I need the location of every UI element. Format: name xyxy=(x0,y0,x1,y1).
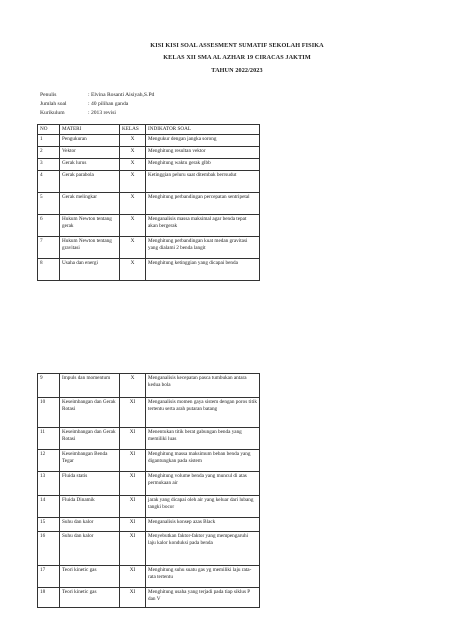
cell-no: 13 xyxy=(38,472,60,496)
cell-kelas: XI xyxy=(120,472,146,496)
cell-indikator: Menghitung ketinggian yang dicapai benda xyxy=(146,259,260,281)
cell-indikator: Menentukan titik berat gabungan benda yang memiliki luas xyxy=(146,428,260,450)
table-row xyxy=(38,147,260,159)
cell-materi: Teori kinetic gas xyxy=(60,588,120,608)
table-row xyxy=(38,496,260,518)
cell-materi: Gerak parabola xyxy=(60,171,120,193)
table-row xyxy=(38,532,260,566)
cell-kelas: XI xyxy=(120,518,146,532)
cell-no: 12 xyxy=(38,450,60,472)
cell-kelas: XI xyxy=(120,588,146,608)
table-row xyxy=(38,259,260,281)
cell-no: 1 xyxy=(38,135,60,147)
table-row xyxy=(38,588,260,608)
cell-no: 14 xyxy=(38,496,60,518)
table-row xyxy=(38,215,260,237)
cell-kelas: X xyxy=(120,159,146,171)
cell-materi: Suhu dan kalor xyxy=(60,532,120,566)
cell-materi: Impuls dan momentum xyxy=(60,374,120,398)
table-row xyxy=(38,159,260,171)
header-indikator: INDIKATOR SOAL xyxy=(146,125,260,135)
table-row xyxy=(38,398,260,428)
cell-indikator: Ketinggian peluru saat ditembak berrsudut xyxy=(146,171,260,193)
table-body xyxy=(38,374,260,608)
cell-kelas: X xyxy=(120,259,146,281)
header-materi: MATERI xyxy=(60,125,120,135)
cell-kelas: XI xyxy=(120,532,146,566)
info-value: : 2013 revisi xyxy=(88,110,116,116)
cell-materi: Usaha dan energi xyxy=(60,259,120,281)
doc-title-line3: TAHUN 2022/2023 xyxy=(211,67,263,74)
cell-materi: Hukum Newton tentang gerak xyxy=(60,215,120,237)
cell-materi: Keseimbangan dan Gerak Rotasi xyxy=(60,398,120,428)
cell-no: 7 xyxy=(38,237,60,259)
cell-kelas: X xyxy=(120,374,146,398)
table-row xyxy=(38,428,260,450)
cell-indikator: Menganalisis momen gaya sistem dengan poros titik tertentu serta arah putaran batang xyxy=(146,398,260,428)
cell-indikator: Menganalisis konsep azas Black xyxy=(146,518,260,532)
table-row xyxy=(38,237,260,259)
cell-indikator: Menghitung resultan vektor xyxy=(146,147,260,159)
cell-kelas: XI xyxy=(120,496,146,518)
table-row xyxy=(38,193,260,215)
table-row xyxy=(38,450,260,472)
cell-materi: Gerak melingkar xyxy=(60,193,120,215)
cell-kelas: X xyxy=(120,215,146,237)
cell-kelas: X xyxy=(120,193,146,215)
cell-kelas: XI xyxy=(120,428,146,450)
table-row xyxy=(38,171,260,193)
cell-materi: Suhu dan kalor xyxy=(60,518,120,532)
cell-indikator: Menghitung massa maksimum beban benda yang digantungkan pada sistem xyxy=(146,450,260,472)
cell-materi: Fluida statis xyxy=(60,472,120,496)
info-author xyxy=(40,92,154,98)
cell-indikator: Menghitung suhu suatu gas yg memiliki laju rata-rata tertentu xyxy=(146,566,260,588)
cell-indikator: Menghitung perbandingan percepatan sentripetal xyxy=(146,193,260,215)
cell-no: 8 xyxy=(38,259,60,281)
cell-indikator: jarak yang dicapai oleh air yang keluar dari lubang tangki bocor xyxy=(146,496,260,518)
cell-materi: Keseimbangan Benda Tegar xyxy=(60,450,120,472)
info-value: : 40 pilihan ganda xyxy=(88,101,129,107)
info-curriculum xyxy=(40,110,116,116)
cell-kelas: XI xyxy=(120,398,146,428)
cell-no: 2 xyxy=(38,147,60,159)
cell-kelas: X xyxy=(120,237,146,259)
cell-materi: Vektor xyxy=(60,147,120,159)
cell-indikator: Menghitung perbandingan kuat medan gravitasi yang dialami 2 benda langit xyxy=(146,237,260,259)
cell-kelas: X xyxy=(120,147,146,159)
cell-indikator: Menghitung waktu gerak glbb xyxy=(146,159,260,171)
cell-no: 10 xyxy=(38,398,60,428)
cell-kelas: X xyxy=(120,135,146,147)
cell-no: 9 xyxy=(38,374,60,398)
cell-kelas: XI xyxy=(120,566,146,588)
kisi-table-page1 xyxy=(37,124,260,281)
header-no: NO xyxy=(38,125,60,135)
table-body xyxy=(38,135,260,281)
cell-indikator: Menyebutkan faktor-faktor yang mempengaruhi laju kalor konduksi pada benda xyxy=(146,532,260,566)
table-row xyxy=(38,472,260,496)
info-label: Jumlah soal xyxy=(40,101,67,107)
doc-title-line2: KELAS XII SMA AL AZHAR 19 CIRACAS JAKTIM xyxy=(163,54,311,61)
cell-indikator: Menganalisis kecepatan pasca tumbukan antara kedua bola xyxy=(146,374,260,398)
cell-indikator: Mengukur dengan jangka sorong xyxy=(146,135,260,147)
cell-no: 6 xyxy=(38,215,60,237)
cell-no: 3 xyxy=(38,159,60,171)
cell-no: 4 xyxy=(38,171,60,193)
doc-title-line1: KISI KISI SOAL ASSESMENT SUMATIF SEKOLAH FISIKA xyxy=(150,42,324,49)
cell-no: 17 xyxy=(38,566,60,588)
cell-no: 18 xyxy=(38,588,60,608)
table-row xyxy=(38,374,260,398)
cell-materi: Fluida Dinamik xyxy=(60,496,120,518)
cell-no: 5 xyxy=(38,193,60,215)
cell-materi: Gerak lurus xyxy=(60,159,120,171)
header-kelas: KELAS xyxy=(120,125,146,135)
table-row xyxy=(38,518,260,532)
cell-no: 11 xyxy=(38,428,60,450)
cell-indikator: Menghitung usaha yang terjadi pada tiap siklus P dan V xyxy=(146,588,260,608)
cell-indikator: Menghitung volume benda yang muncul di atas permukaan air xyxy=(146,472,260,496)
info-value: : Elvina Rosanti Aisiyah,S.Pd xyxy=(88,92,155,98)
info-label: Penulis xyxy=(40,92,57,98)
cell-materi: Hukum Newton tentang gravitasi xyxy=(60,237,120,259)
table-row xyxy=(38,135,260,147)
cell-materi: Pengukuran xyxy=(60,135,120,147)
cell-indikator: Menganalisis massa maksimal agar benda tepat akan bergerak xyxy=(146,215,260,237)
table-row xyxy=(38,566,260,588)
cell-kelas: X xyxy=(120,171,146,193)
table-header-row xyxy=(38,125,260,135)
info-question-count xyxy=(40,101,128,107)
cell-materi: Teori kinetic gas xyxy=(60,566,120,588)
cell-no: 16 xyxy=(38,532,60,566)
info-label: Kurikulum xyxy=(40,110,65,116)
kisi-table-page2 xyxy=(37,373,260,608)
cell-kelas: XI xyxy=(120,450,146,472)
cell-materi: Keseimbangan dan Gerak Rotasi xyxy=(60,428,120,450)
cell-no: 15 xyxy=(38,518,60,532)
